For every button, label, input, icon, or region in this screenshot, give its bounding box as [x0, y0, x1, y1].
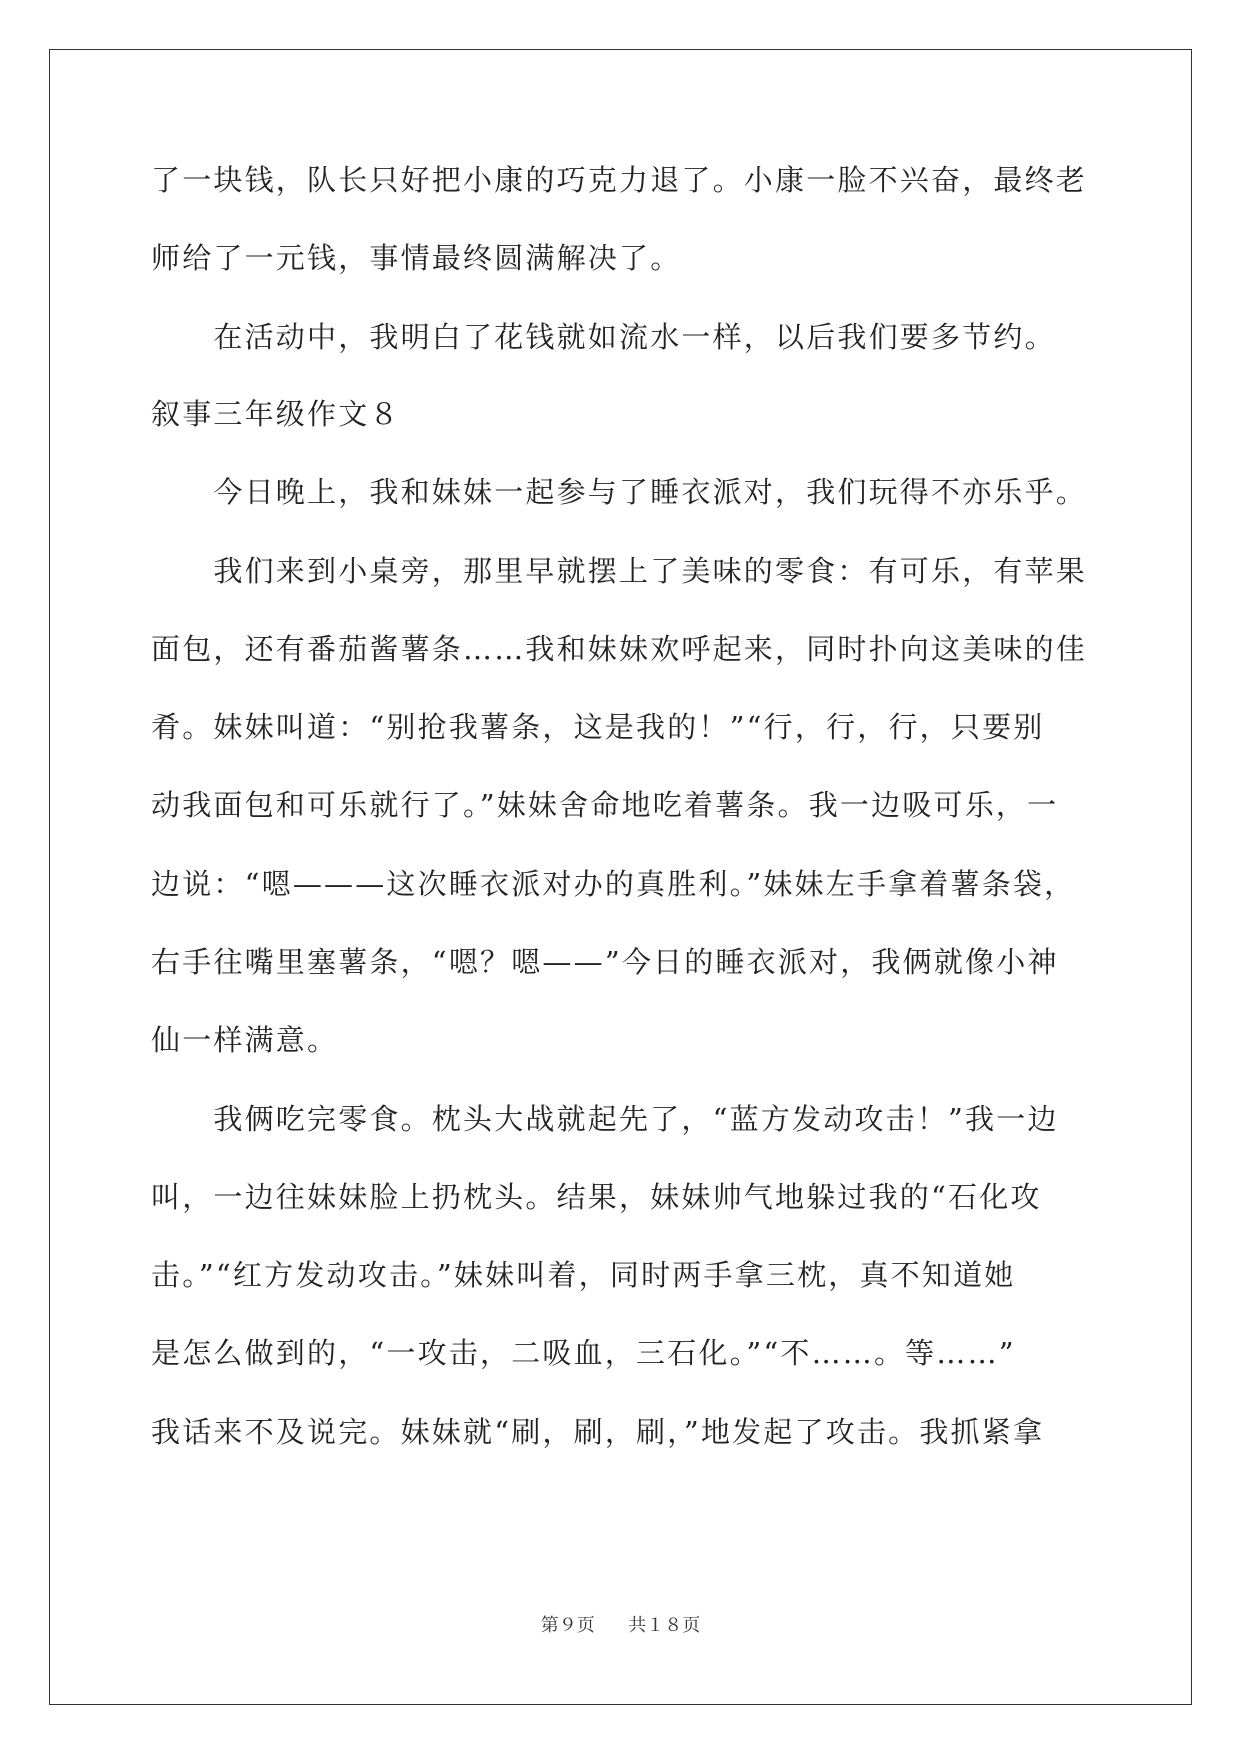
- text-line: 仙一样满意。: [151, 1023, 339, 1057]
- text-line: 面包，还有番茄酱薯条……我和妹妹欢呼起来，同时扑向这美味的佳: [151, 632, 1088, 666]
- text-line: 我话来不及说完。妹妹就“刷，刷，刷，”地发起了攻击。我抓紧拿: [151, 1415, 1045, 1449]
- text-line: 是怎么做到的，“一攻击，二吸血，三石化。”“不……。等……”: [151, 1336, 1016, 1370]
- text-line: 击。”“红方发动攻击。”妹妹叫着，同时两手拿三枕，真不知道她: [151, 1258, 1016, 1292]
- text-line: 了一块钱，队长只好把小康的巧克力退了。小康一脸不兴奋，最终老: [151, 163, 1088, 197]
- page-footer: [0, 1611, 1241, 1637]
- page-number: 第９页: [540, 1615, 595, 1636]
- text-line: 动我面包和可乐就行了。”妹妹舍命地吃着薯条。我一边吸可乐，一: [151, 788, 1059, 822]
- text-line: 边说：“嗯———这次睡衣派对办的真胜利。”妹妹左手拿着薯条袋，: [151, 867, 1076, 901]
- page-total: 共１８页: [628, 1615, 701, 1636]
- text-line: 叫，一边往妹妹脸上扔枕头。结果，妹妹帅气地躲过我的“石化攻: [151, 1180, 1042, 1214]
- section-heading: 叙事三年级作文８: [151, 397, 401, 431]
- text-line: 我俩吃完零食。枕头大战就起先了，“蓝方发动攻击！”我一边: [151, 1102, 1059, 1136]
- text-line: 肴。妹妹叫道：“别抢我薯条，这是我的！”“行，行，行，只要别: [151, 710, 1045, 744]
- text-line: 在活动中，我明白了花钱就如流水一样，以后我们要多节约。: [151, 320, 1056, 354]
- text-line: 师给了一元钱，事情最终圆满解决了。: [151, 241, 682, 275]
- text-line: 右手往嘴里塞薯条，“嗯？嗯——”今日的睡衣派对，我俩就像小神: [151, 945, 1059, 979]
- text-line: 我们来到小桌旁，那里早就摆上了美味的零食：有可乐，有苹果: [151, 554, 1088, 588]
- document-body: [151, 160, 1101, 1453]
- text-line: 今日晚上，我和妹妹一起参与了睡衣派对，我们玩得不亦乐乎。: [151, 475, 1088, 509]
